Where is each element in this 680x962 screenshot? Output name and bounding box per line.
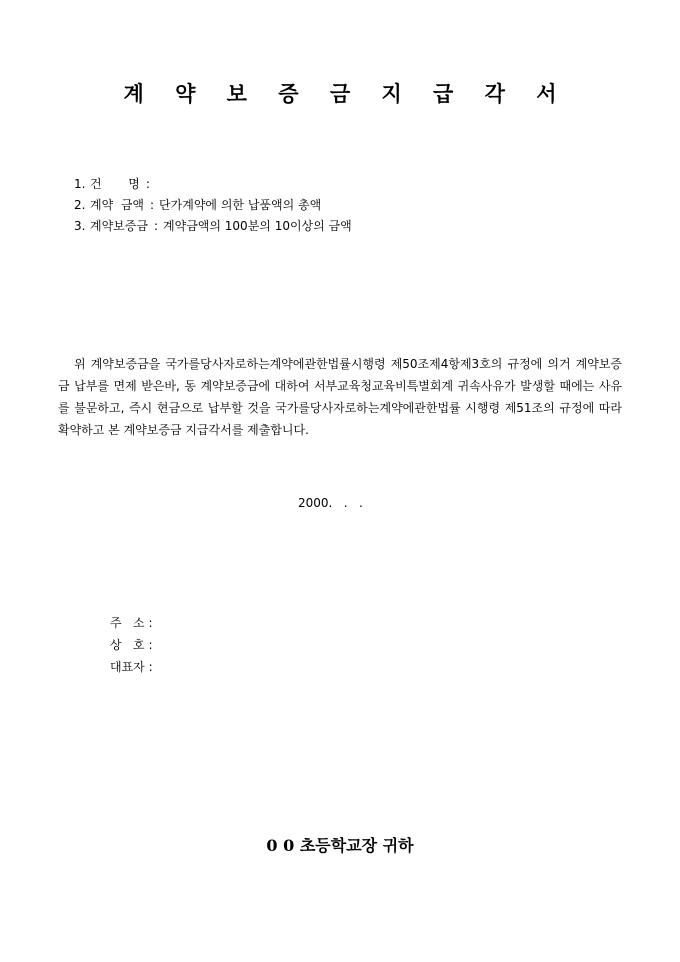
- item-value: 단가계약에 의한 납품액의 총액: [159, 198, 322, 212]
- signer-address-label: 주 소 :: [110, 616, 153, 630]
- item-number: 2.: [74, 198, 86, 212]
- item-contract-amount: [74, 195, 352, 216]
- item-value: 계약금액의 100분의 10이상의 금액: [163, 219, 352, 233]
- signer-company-label: 상 호 :: [110, 638, 153, 652]
- item-colon: :: [153, 219, 159, 233]
- item-label: 계약 금액: [90, 198, 144, 212]
- document-date: 2000. . .: [298, 496, 363, 510]
- document-title: 계 약 보 증 금 지 급 각 서: [123, 81, 569, 106]
- contract-items: [74, 174, 352, 237]
- item-colon: :: [145, 177, 150, 191]
- recipient-line: 0 0 초등학교장 귀하: [266, 836, 414, 855]
- signer-block: [110, 612, 153, 678]
- pledge-body-text: 위 계약보증금을 국가를당사자로하는계약에관한법률시행령 제50조제4항제3호의 규정에 의거 계약보증금 납부를 면제 받은바, 동 계약보증금에 대하여 서부교육청교육비특별회계 귀속사유가 발생할 때에는 사유를 불문하고, 즉시 현금으로 납부할 것을 국가를당사자로하는계약에관한법률 시행령 제51조의 규정에 따라 확약하고 본 계약보증금 지급각서를 제출합니다.: [58, 357, 622, 437]
- item-number: 1.: [74, 177, 86, 191]
- item-colon: :: [150, 198, 155, 212]
- item-project-name: [74, 174, 352, 195]
- item-contract-deposit: [74, 216, 352, 237]
- item-label: 계약보증금: [90, 219, 148, 233]
- item-number: 3.: [74, 219, 86, 233]
- item-label: 건 명: [90, 177, 140, 191]
- signer-representative-label: 대표자 :: [110, 660, 153, 674]
